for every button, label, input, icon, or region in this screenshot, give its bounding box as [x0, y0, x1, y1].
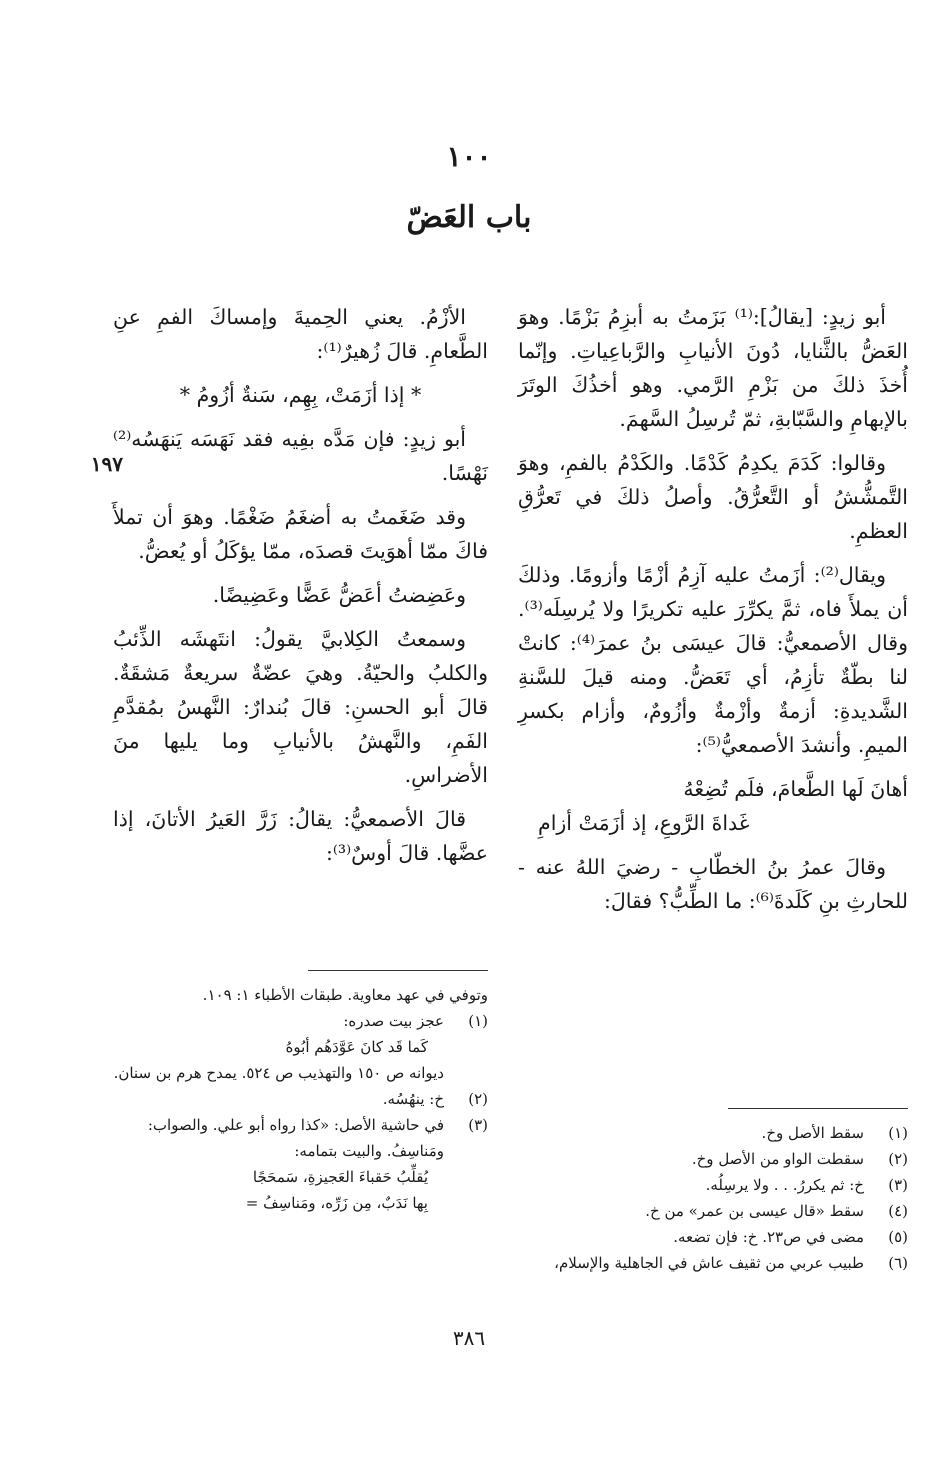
paragraph: وعَضِضتُ أعَضُّ عَضًّا وعَضِيضًا. [212, 583, 466, 607]
footnote-number: (٣) [888, 1176, 908, 1194]
footnote [518, 1224, 908, 1250]
chapter-title: باب العَضّ [406, 200, 532, 235]
footnote-divider [728, 1108, 908, 1109]
footnote-number: (١) [468, 1012, 488, 1030]
footnote-source: ديوانه ص ١٥٠ والتهذيب ص ٥٢٤. يمدح هرم بن سنان. [113, 1064, 444, 1082]
verse: * إذا أزَمَتْ، بِهِم، سَنةٌ أزُومُ * [179, 383, 422, 407]
left-column [113, 300, 488, 880]
page-number: ٣٨٦ [452, 1326, 486, 1350]
footnote-number: (٢) [888, 1150, 908, 1168]
footnote-number: (٥) [888, 1228, 908, 1246]
footnote-text: خ: ثم يكررُ. . . ولا يرسِلُه. [705, 1176, 864, 1194]
footnote-text: عجز بيت صدره: [343, 1012, 444, 1030]
footnote-number: (٢) [468, 1090, 488, 1108]
footnote-text: في حاشية الأصل: «كذا رواه أبو علي. والصواب: ومَناسِفُ. والبيت بتمامه: [147, 1116, 444, 1160]
footnote-verse: يُقلِّبُ حَقباءَ العَجيزةِ، سَمحَجًا [252, 1168, 428, 1186]
paragraph: وقد ضَغَمتُ به أضغَمُ ضَغْمًا. وهوَ أن تملأَ فاكَ ممّا أهوَيتَ قصدَه، ممّا يؤكَلُ أو يُعضُّ. [113, 505, 488, 563]
footnote-text: مضى في ص٢٣. خ: فإن تضعه. [673, 1228, 864, 1246]
paragraph: قالَ الأصمعيُّ: يقالُ: زَرَّ العَيرُ الأتانَ، إذا عضَّها. قالَ أوسٌ⁽³⁾: [113, 807, 488, 865]
footnotes-left [103, 982, 488, 1216]
footnote-text: سقط الأصل وخ. [761, 1124, 864, 1142]
paragraph: وقالَ عمرُ بنُ الخطّابِ - رضيَ اللهُ عنه - للحارثِ بنِ كَلَدةَ⁽⁶⁾: ما الطِّبُّ؟ فقالَ: [518, 855, 908, 913]
paragraph: أبو زيدٍ: [يقالُ]:⁽¹⁾ بَزَمتُ به أبزِمُ بَزْمًا. وهوَ العَضُّ بالثَّنايا، دُونَ الأنيابِ والرَّباعِياتِ. وإنّما أُخذَ ذلكَ من بَزْمِ الرَّمي. وهو أخذُكَ الوتَرَ بالإبهامِ والسَّبّابةِ، ثمّ تُرسِلُ السَّهمَ. [518, 305, 908, 431]
footnote-number: (١) [888, 1124, 908, 1142]
chapter-number: ١٠٠ [446, 140, 492, 173]
paragraph: الأزْمُ. يعني الحِميةَ وإمساكَ الفمِ عنِ الطَّعامِ. قالَ زُهيرٌ⁽¹⁾: [113, 305, 488, 363]
paragraph: وسمعتُ الكِلابيَّ يقولُ: انتَهشَه الذِّئبُ والكلبُ والحيّةُ. وهيَ عضّةٌ سريعةٌ مَشقَةٌ. قالَ أبو الحسنِ: قالَ بُندارٌ: النَّهسُ بمُقدَّمِ الفَمِ، والنَّهشُ بالأنيابِ وما يليها منَ الأضراسِ. [113, 627, 488, 787]
footnote-verse: بِها نَدَبٌ، مِن زَرِّه، ومَناسِفُ = [245, 1194, 428, 1212]
footnote-continuation: وتوفي في عهد معاوية. طبقات الأطباء ١: ١٠٩. [202, 986, 488, 1004]
footnote [518, 1146, 908, 1172]
paragraph: وقالوا: كَدَمَ يكدِمُ كَدْمًا. والكَدْمُ بالفمِ، وهوَ التَّمشُّشُ أو التَّعرُّقُ. وأصلُ ذلكَ في تَعرُّقِ العظمِ. [518, 451, 908, 543]
footnote-text: طبيب عربي من ثقيف عاش في الجاهلية والإسلام، [554, 1254, 864, 1272]
margin-number: ١٩٧ [90, 452, 123, 476]
footnote [103, 1112, 488, 1164]
footnote-text: سقطت الواو من الأصل وخ. [691, 1150, 864, 1168]
footnote [103, 1086, 488, 1112]
footnote [518, 1120, 908, 1146]
right-column [518, 300, 908, 928]
footnote [518, 1198, 908, 1224]
footnote [518, 1172, 908, 1198]
footnote-text: سقط «قال عيسى بن عمر» من خ. [645, 1202, 864, 1220]
verse-first-hemistich: أهانَ لَها الطَّعامَ، فلَم تُضِعْهُ [683, 777, 908, 801]
footnote-text: خ: ينهُسُه. [382, 1090, 444, 1108]
verse-second-hemistich: غَداةَ الرَّوعِ، إذ أزَمَتْ أزامِ [538, 811, 750, 835]
verse [518, 772, 908, 840]
footnote [518, 1250, 908, 1276]
footnote [103, 1008, 488, 1034]
footnote-number: (٦) [888, 1254, 908, 1272]
footnotes-right [518, 1120, 908, 1276]
footnote-verse: كَما قَد كانَ عَوَّدَهُم أبُوهُ [285, 1038, 428, 1056]
footnote-number: (٣) [468, 1116, 488, 1134]
footnote-divider [308, 970, 488, 971]
paragraph: أبو زيدٍ: فإن مَدَّه بفِيه فقد نَهَسَه يَنهَسُه⁽²⁾ نَهْسًا. [113, 427, 488, 485]
paragraph: ويقال⁽²⁾: أزَمتُ عليه آزِمُ أزْمًا وأزومًا. وذلكَ أن يملأَ فاه، ثمَّ يكرِّرَ عليه تكريرًا ولا يُرسِلَه⁽³⁾. وقال الأصمعيُّ: قالَ عيسَى بنُ عمرَ⁽⁴⁾: كانتْ لنا بطّةٌ تأزِمُ، أي تَعَضُّ. ومنه قيلَ للسَّنةِ الشَّديدةِ: أزمةٌ وأزْمةٌ وأزُومٌ، وأزام بكسرِ الميمِ. وأنشدَ الأصمعيُّ⁽⁵⁾: [518, 563, 908, 757]
footnote-number: (٤) [888, 1202, 908, 1220]
